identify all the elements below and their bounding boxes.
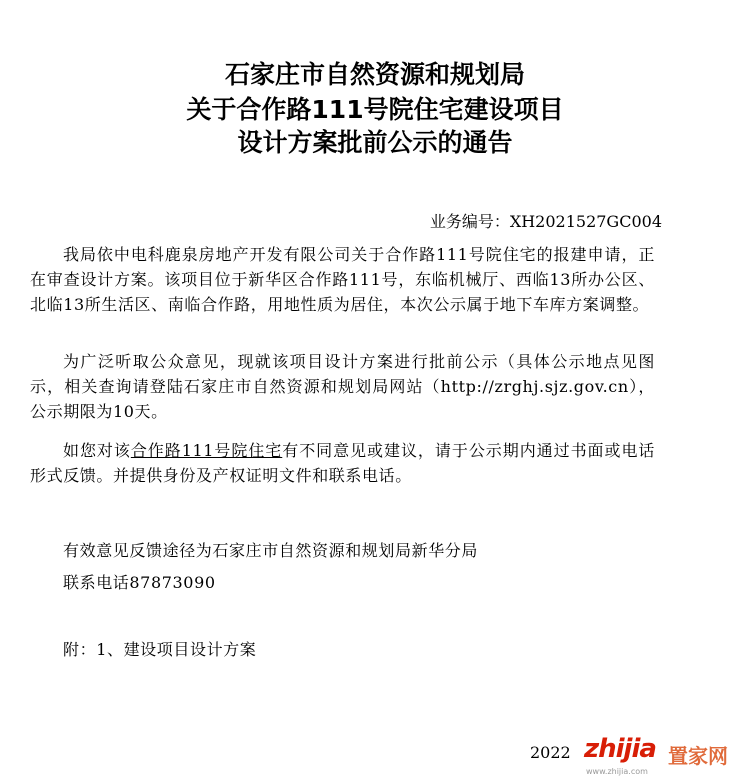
notice-title-line2: 关于合作路111号院住宅建设项目: [186, 95, 564, 124]
feedback-prefix: 如您对该: [63, 441, 131, 460]
notice-title-line3: 设计方案批前公示的通告: [237, 128, 513, 157]
business-number: 业务编号：XH2021527GC004: [429, 212, 662, 231]
watermark-url: www.zhijia.com: [586, 767, 648, 776]
contact-phone: 联系电话87873090: [63, 573, 216, 592]
paragraph-public-notice: 为广泛听取公众意见，现就该项目设计方案进行批前公示（具体公示地点见图示，相关查询请登陆石家庄市自然资源和规划局网站（http://zrghj.sjz.gov.cn），公示期限为10天。: [30, 352, 655, 421]
feedback-suffix: 有不同意见或建议，请于公示期内通过书面或电话形式反馈。并提供身份及产权证明文件和联系电话。: [30, 441, 656, 485]
paragraph-project-description: 我局依中电科鹿泉房地产开发有限公司关于合作路111号院住宅的报建申请，正在审查设计方案。该项目位于新华区合作路111号，东临机械厅、西临13所办公区、北临13所生活区、南临合作路，用地性质为居住，本次公示属于地下车库方案调整。: [30, 245, 655, 314]
notice-title-line1: 石家庄市自然资源和规划局: [224, 60, 525, 89]
notice-date: 2022: [530, 743, 571, 762]
attachment-note: 附：1、建设项目设计方案: [63, 640, 257, 659]
feedback-channel: 有效意见反馈途径为石家庄市自然资源和规划局新华分局: [63, 541, 479, 560]
watermark-logo: zhijia: [584, 734, 656, 764]
project-name-underlined: 合作路111号院住宅: [130, 441, 283, 460]
paragraph-feedback-request: [30, 438, 655, 488]
watermark-text: 置家网: [668, 744, 728, 768]
watermark: [582, 732, 748, 781]
